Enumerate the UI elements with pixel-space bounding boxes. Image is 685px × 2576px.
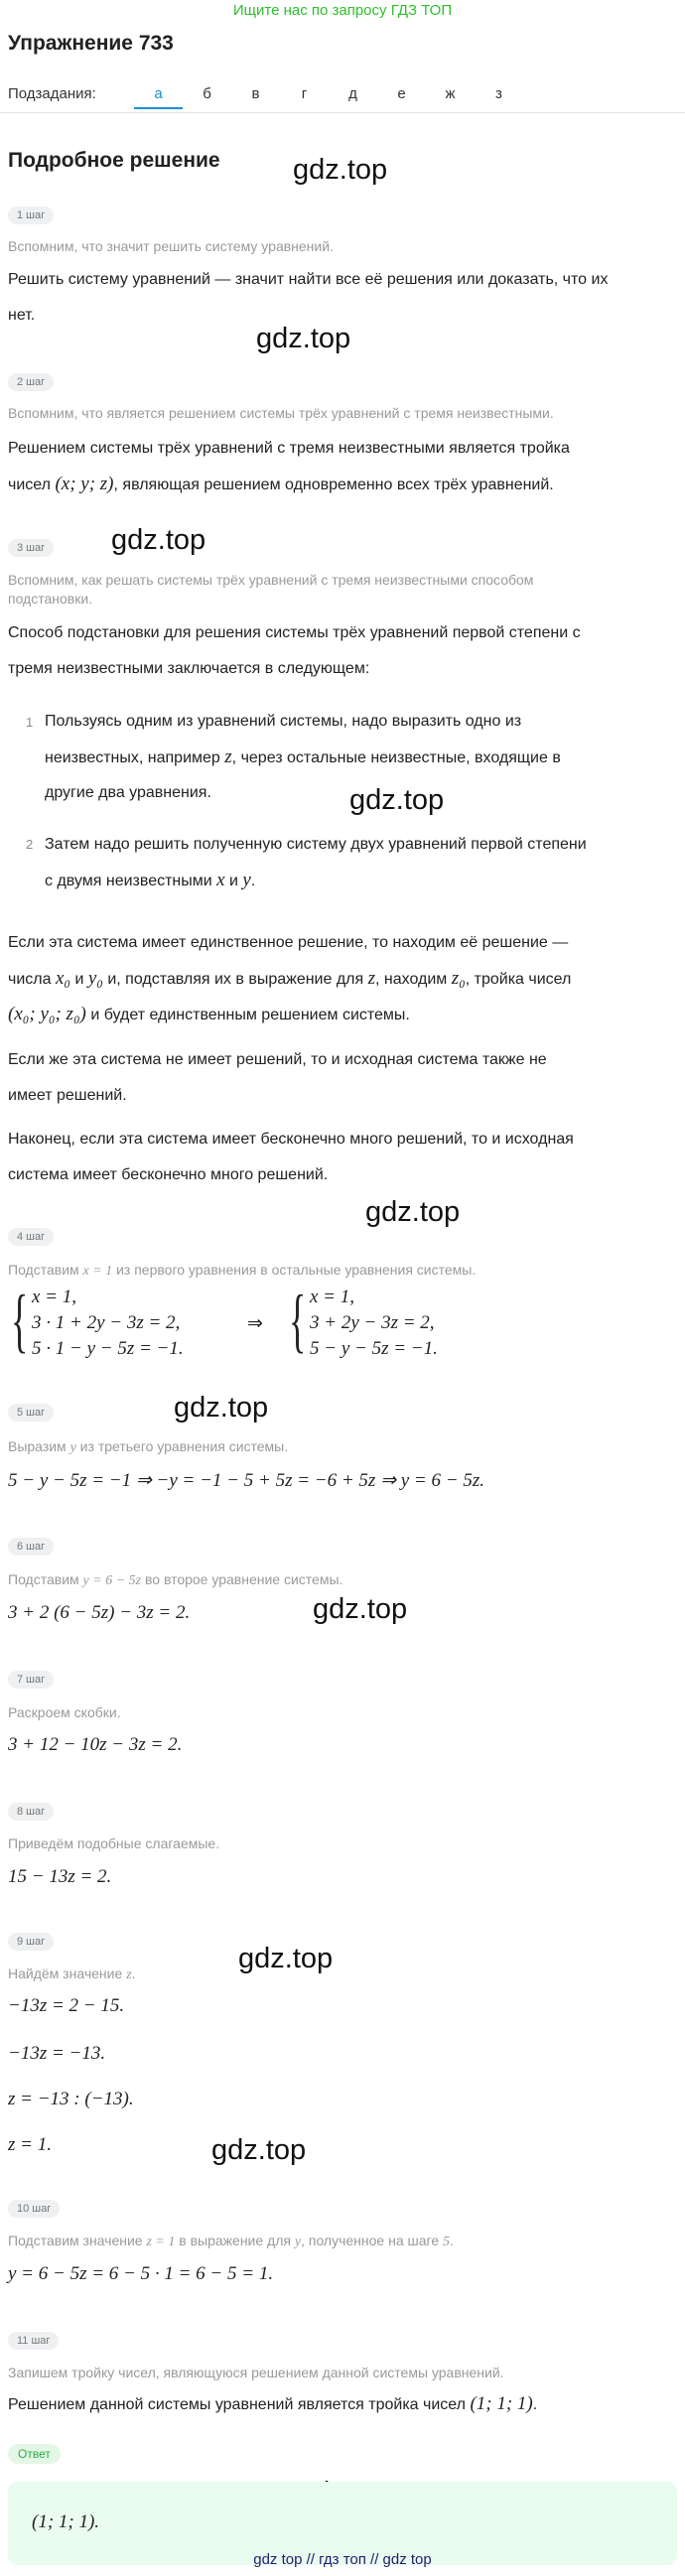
step-badge: 7 шаг xyxy=(8,1671,54,1689)
watermark: gdz.top xyxy=(174,1392,269,1424)
footer-links[interactable]: gdz top // гдз топ // gdz top xyxy=(253,2551,432,2568)
step-hint: Подставим x = 1 из первого уравнения в остальные уравнения системы. xyxy=(8,1262,477,1279)
math-line: −13z = −13. xyxy=(8,2043,106,2064)
step-hint: Приведём подобные слагаемые. xyxy=(8,1835,220,1851)
list-number: 1 xyxy=(26,715,34,730)
list-item-text: Пользуясь одним из уравнений системы, надо выразить одно из xyxy=(45,713,522,730)
watermark: gdz.top xyxy=(211,2134,307,2166)
step-text: (x₀; y₀; z₀) и будет единственным решением системы. xyxy=(8,1004,410,1024)
subtasks-label: Подзадания: xyxy=(8,85,96,102)
step-text: система имеет бесконечно много решений. xyxy=(8,1166,329,1183)
answer-badge: Ответ xyxy=(8,2444,61,2464)
watermark: gdz.top xyxy=(293,154,388,186)
watermark: gdz.top xyxy=(365,1196,461,1228)
math-line: 15 − 13z = 2. xyxy=(8,1866,112,1887)
step-badge: 6 шаг xyxy=(8,1538,54,1556)
watermark: gdz.top xyxy=(349,784,445,816)
step-text: Решением данной системы уравнений является тройка чисел (1; 1; 1). xyxy=(8,2393,538,2414)
top-banner[interactable]: Ищите нас по запросу ГДЗ ТОП xyxy=(232,2,453,19)
list-item-text: Затем надо решить полученную систему двух уравнений первой степени xyxy=(45,836,587,853)
eq-line: 3 + 2y − 3z = 2, xyxy=(310,1312,435,1333)
tuple-math: (x; y; z) xyxy=(55,474,114,494)
list-item-text: с двумя неизвестными x и y. xyxy=(45,870,256,890)
step-badge: 2 шаг xyxy=(8,373,54,391)
tab-g[interactable]: г xyxy=(301,85,308,102)
step-text: Решением системы трёх уравнений с тремя неизвестными является тройка xyxy=(8,440,570,457)
list-number: 2 xyxy=(26,837,34,852)
watermark: gdz.top xyxy=(256,323,351,354)
tab-d[interactable]: д xyxy=(348,85,357,102)
math-line: z = −13 : (−13). xyxy=(8,2089,134,2109)
step-text: Решить систему уравнений — значит найти все её решения или доказать, что их нет. xyxy=(8,271,609,324)
list-item-text: другие два уравнения. xyxy=(45,784,211,801)
math-line: y = 6 − 5z = 6 − 5 · 1 = 6 − 5 = 1. xyxy=(8,2263,274,2284)
left-brace: { xyxy=(11,1281,29,1360)
step-badge: 1 шаг xyxy=(8,206,54,224)
step-text: имеет решений. xyxy=(8,1087,127,1104)
tabs-divider xyxy=(0,112,685,113)
tab-zh[interactable]: ж xyxy=(445,85,456,102)
step-text: числа x₀ и y₀ и, подставляя их в выражение для z, находим z₀, тройка чисел xyxy=(8,968,572,989)
step-badge: 11 шаг xyxy=(8,2332,59,2350)
tab-e[interactable]: е xyxy=(397,85,406,102)
tab-z[interactable]: з xyxy=(495,85,502,102)
step-hint: Запишем тройку чисел, являющуюся решением данной системы уравнений. xyxy=(8,2365,504,2380)
watermark: gdz.top xyxy=(111,524,206,556)
step-text: Способ подстановки для решения системы трёх уравнений первой степени с xyxy=(8,624,581,641)
step-text: Наконец, если эта система имеет бесконечно много решений, то и исходная xyxy=(8,1131,574,1148)
eq-line: x = 1, xyxy=(310,1287,355,1307)
tab-b[interactable]: б xyxy=(203,85,211,102)
eq-line: x = 1, xyxy=(32,1287,77,1307)
list-item-text: неизвестных, например z, через остальные неизвестные, входящие в xyxy=(45,746,561,767)
step-text: тремя неизвестными заключается в следующем: xyxy=(8,660,370,677)
step-badge: 10 шаг xyxy=(8,2200,60,2218)
page-title: Упражнение 733 xyxy=(8,32,174,55)
step-hint: Найдём значение z. xyxy=(8,1966,136,1982)
answer-value: (1; 1; 1). xyxy=(32,2511,100,2532)
step-text: Если же эта система не имеет решений, то и исходная система также не xyxy=(8,1051,547,1068)
implies-arrow: ⇒ xyxy=(247,1313,263,1334)
math-line: −13z = 2 − 15. xyxy=(8,1995,125,2016)
step-hint: подстановки. xyxy=(8,591,93,607)
right-brace: { xyxy=(289,1281,307,1360)
step-hint: Вспомним, что является решением системы трёх уравнений с тремя неизвестными. xyxy=(8,405,554,421)
eq-line: 5 · 1 − y − 5z = −1. xyxy=(32,1338,184,1359)
step-badge: 3 шаг xyxy=(8,539,54,557)
step-hint: Раскроем скобки. xyxy=(8,1704,121,1720)
step-badge: 9 шаг xyxy=(8,1933,54,1951)
eq-line: 5 − y − 5z = −1. xyxy=(310,1338,438,1359)
watermark: gdz.top xyxy=(313,1593,408,1625)
step-hint: Подставим значение z = 1 в выражение для y, полученное на шаге 5. xyxy=(8,2233,454,2249)
math-line: 3 + 12 − 10z − 3z = 2. xyxy=(8,1734,183,1755)
step-text: чисел (x; y; z), являющая решением одновременно всех трёх уравнений. xyxy=(8,474,554,494)
math-line: 5 − y − 5z = −1 ⇒ −y = −1 − 5 + 5z = −6 + 5z ⇒ y = 6 − 5z. xyxy=(8,1470,484,1491)
step-badge: 5 шаг xyxy=(8,1404,54,1422)
step-badge: 8 шаг xyxy=(8,1803,54,1821)
tab-v[interactable]: в xyxy=(251,85,260,102)
watermark: gdz.top xyxy=(238,1943,334,1974)
eq-line: 3 · 1 + 2y − 3z = 2, xyxy=(32,1312,181,1333)
step-hint: Вспомним, как решать системы трёх уравнений с тремя неизвестными способом xyxy=(8,572,534,588)
section-title: Подробное решение xyxy=(8,149,220,172)
step-hint: Выразим y из третьего уравнения системы. xyxy=(8,1438,289,1455)
step-hint: Подставим y = 6 − 5z во второе уравнение системы. xyxy=(8,1571,343,1588)
subtask-tabs xyxy=(134,79,523,111)
step-hint: Вспомним, что значит решить систему уравнений. xyxy=(8,238,334,254)
equation-system xyxy=(6,1281,502,1366)
math-line: 3 + 2 (6 − 5z) − 3z = 2. xyxy=(8,1602,191,1623)
step-badge: 4 шаг xyxy=(8,1228,54,1246)
tab-a[interactable]: а xyxy=(134,79,183,109)
step-text: Если эта система имеет единственное решение, то находим её решение — xyxy=(8,934,569,951)
math-line: z = 1. xyxy=(8,2134,52,2155)
